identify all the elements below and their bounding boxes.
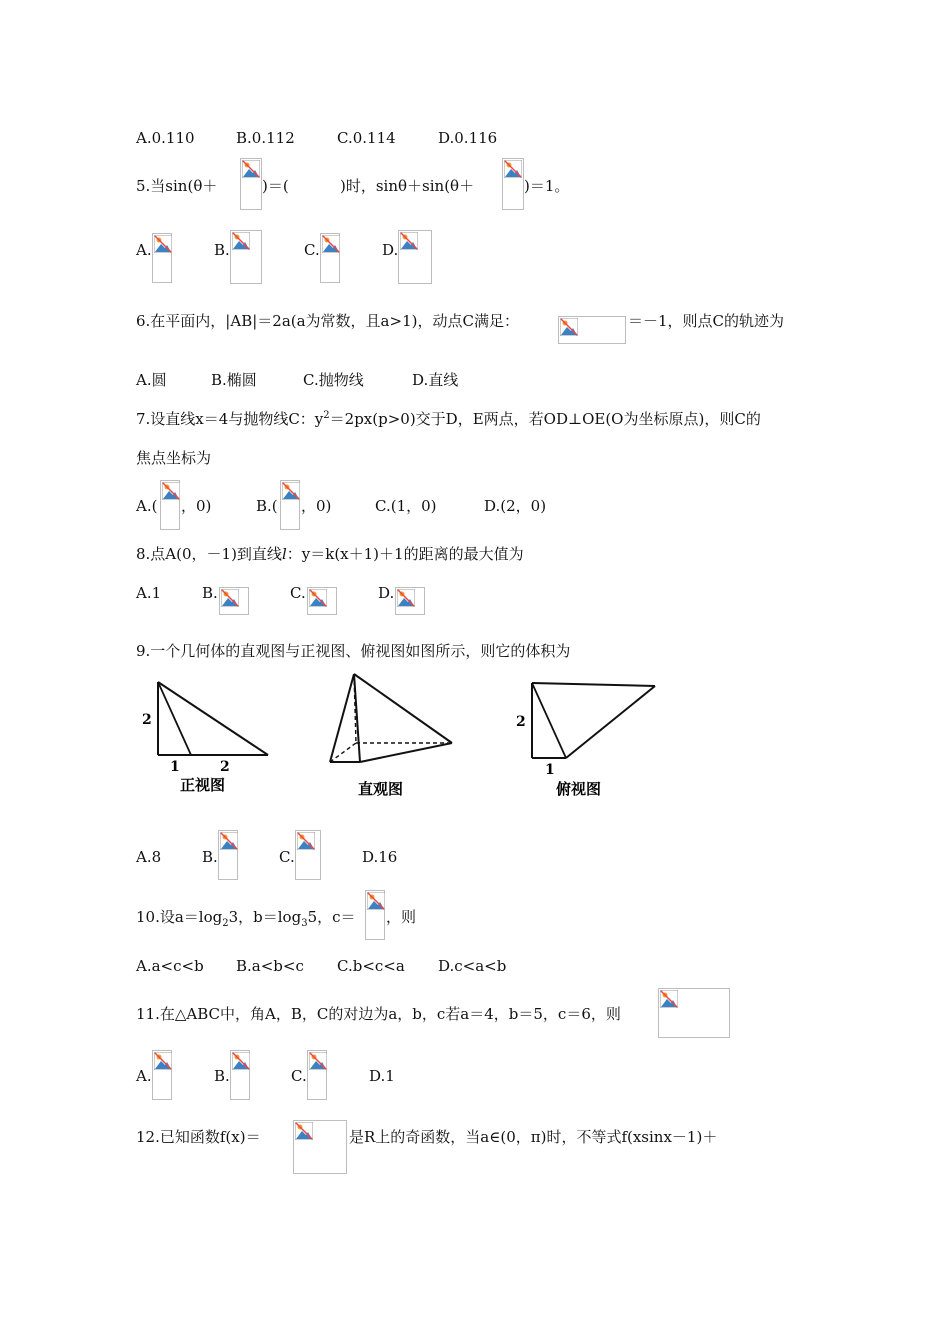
option-b: B.: [202, 584, 218, 602]
option-c: C.(1，0): [375, 497, 437, 515]
top-view-label: 俯视图: [556, 780, 602, 798]
broken-image-icon: [230, 230, 262, 284]
broken-image-icon: [293, 1120, 347, 1174]
option-b-tail: ，0): [301, 497, 332, 515]
option-b: B.: [214, 1067, 230, 1085]
broken-image-icon: [320, 233, 340, 283]
question-6-part2: ＝－1，则点C的轨迹为: [628, 312, 785, 330]
option-d: D.16: [362, 848, 398, 866]
broken-image-icon: [230, 1050, 250, 1100]
option-b: B.a<b<c: [236, 957, 304, 975]
broken-image-icon: [365, 890, 385, 940]
option-c: C.0.114: [337, 129, 396, 147]
question-10-tail: ，则: [386, 908, 417, 926]
broken-image-icon: [218, 830, 238, 880]
option-a: A.a<c<b: [136, 957, 204, 975]
option-a: A.0.110: [136, 129, 195, 147]
broken-image-icon: [658, 988, 730, 1038]
question-10: 10.设$a=\log_23$，$b=\log_35$，c＝: [136, 908, 356, 929]
broken-image-icon: [398, 230, 432, 284]
option-a: A.(: [136, 497, 158, 515]
broken-image-icon: [307, 1050, 327, 1100]
option-b: B.: [202, 848, 218, 866]
broken-image-icon: [395, 587, 425, 615]
option-d: D.: [378, 584, 395, 602]
option-c: C.抛物线: [303, 371, 364, 389]
option-c: C.b<c<a: [337, 957, 405, 975]
label-2: 2: [142, 712, 152, 728]
label-2: 2: [516, 714, 526, 730]
option-b: B.0.112: [236, 129, 295, 147]
option-d: D.1: [369, 1067, 395, 1085]
label-2: 2: [220, 759, 230, 775]
broken-image-icon: [280, 480, 300, 530]
perspective-view-figure: [320, 670, 460, 800]
broken-image-icon: [307, 587, 337, 615]
question-7-line2: 焦点坐标为: [136, 449, 212, 467]
question-11: 11.在△ABC中，角A，B，C的对边为a，b，c若a＝4，b＝5，c＝6，则: [136, 1005, 621, 1023]
option-d: D.0.116: [438, 129, 498, 147]
option-c: C.: [291, 1067, 307, 1085]
option-a: A.: [136, 241, 152, 259]
question-8: 8.点A(0，－1)到直线l：y＝k(x＋1)＋1的距离的最大值为: [136, 545, 524, 563]
option-a-tail: ，0): [181, 497, 212, 515]
label-1: 1: [545, 762, 555, 778]
option-b: B.: [214, 241, 230, 259]
broken-image-icon: [240, 158, 262, 210]
option-c: C.: [290, 584, 306, 602]
option-b: B.椭圆: [211, 371, 257, 389]
question-5-part1: 5.当sin(θ＋: [136, 177, 218, 195]
question-7-line1: 7.设直线x＝4与抛物线C：$y^2=2px(p>0)$交于D，E两点，若OD⊥OE(O为坐标原点)，则C的: [136, 410, 761, 428]
broken-image-icon: [152, 233, 172, 283]
broken-image-icon: [219, 587, 249, 615]
option-a: A.: [136, 1067, 152, 1085]
question-12-part2: 是R上的奇函数，当a∈(0，π)时，不等式f(xsinx－1)＋: [349, 1128, 718, 1146]
option-a: A.圆: [136, 371, 167, 389]
broken-image-icon: [152, 1050, 172, 1100]
option-c: C.: [304, 241, 320, 259]
option-a: A.8: [136, 848, 162, 866]
option-b: B.(: [256, 497, 278, 515]
perspective-view-label: 直观图: [358, 780, 404, 798]
broken-image-icon: [558, 316, 626, 344]
question-5-part4: )＝1。: [524, 177, 570, 195]
option-c: C.: [279, 848, 295, 866]
front-view-label: 正视图: [180, 776, 226, 794]
question-5-part3: )时，sinθ＋sin(θ＋: [340, 177, 475, 195]
option-d: D.: [382, 241, 399, 259]
broken-image-icon: [160, 480, 180, 530]
top-view-figure: [510, 670, 670, 800]
question-5-part2: )＝(: [262, 177, 289, 195]
option-d: D.直线: [412, 371, 459, 389]
label-1: 1: [170, 759, 180, 775]
option-d: D.c<a<b: [438, 957, 507, 975]
front-view-figure: [136, 670, 286, 800]
broken-image-icon: [502, 158, 524, 210]
question-9: 9.一个几何体的直观图与正视图、俯视图如图所示，则它的体积为: [136, 642, 571, 660]
question-12-part1: 12.已知函数f(x)＝: [136, 1128, 261, 1146]
option-a: A.1: [136, 584, 162, 602]
question-6-part1: 6.在平面内，|AB|＝2a(a为常数，且a>1)，动点C满足：: [136, 312, 519, 330]
option-d: D.(2，0): [484, 497, 547, 515]
broken-image-icon: [295, 830, 321, 880]
